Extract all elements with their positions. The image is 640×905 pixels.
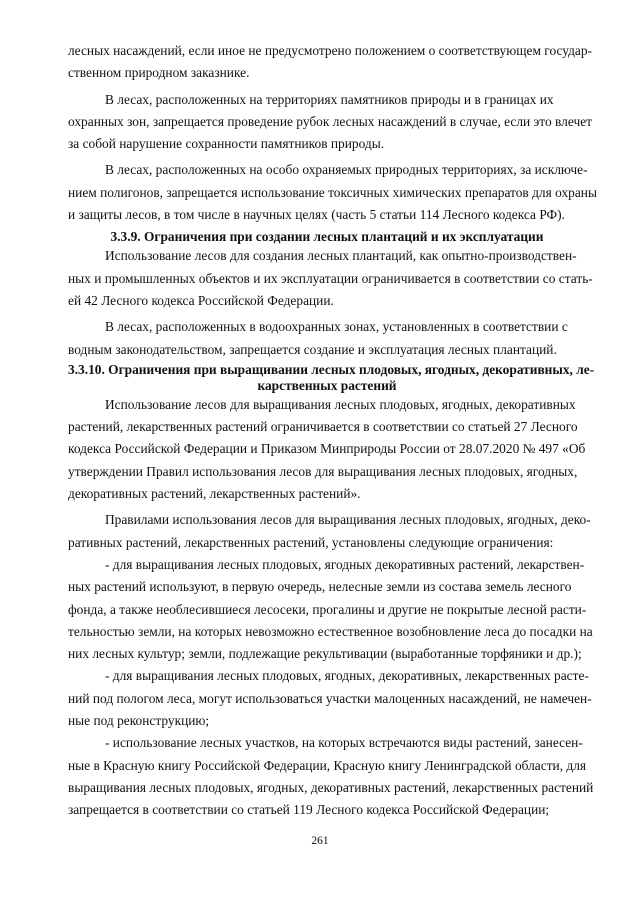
paragraph bbox=[68, 394, 586, 505]
text-line: ные под реконструкцию; bbox=[68, 713, 210, 729]
text-line: - для выращивания лесных плодовых, ягодных, декоративных, лекарственных расте- bbox=[105, 668, 589, 684]
text-line: ных и промышленных объектов и их эксплуатации ограничивается в соответствии со стать- bbox=[68, 270, 593, 286]
text-line: ственном природном заказнике. bbox=[68, 65, 250, 81]
page-number: 261 bbox=[311, 835, 329, 847]
section-heading: 3.3.9. Ограничения при создании лесных плантаций и их эксплуатации bbox=[110, 229, 544, 245]
text-line: за собой нарушение сохранности памятников природы. bbox=[68, 136, 385, 152]
text-line: - для выращивания лесных плодовых, ягодных декоративных растений, лекарствен- bbox=[105, 556, 585, 572]
list-item bbox=[68, 665, 592, 732]
text-line: охранных зон, запрещается проведение рубок лесных насаждений в случае, если это влечет bbox=[68, 113, 592, 129]
text-line: утверждении Правил использования лесов для выращивания лесных плодовых, ягодных, bbox=[68, 463, 578, 479]
text-line: Использование лесов для выращивания лесных плодовых, ягодных, декоративных bbox=[105, 396, 576, 412]
text-line: ративных растений, лекарственных растений, установлены следующие ограничения: bbox=[68, 534, 554, 550]
paragraph bbox=[68, 159, 597, 226]
list-item bbox=[68, 732, 594, 821]
text-line: ные в Красную книгу Российской Федерации, Красную книгу Ленинградской области, для bbox=[68, 757, 587, 773]
heading-line: карственных растений bbox=[257, 377, 397, 393]
text-line: ний под пологом леса, могут использоваться участки малоценных насаждений, не намечен- bbox=[68, 690, 592, 706]
text-line: запрещается в соответствии со статьей 119 Лесного кодекса Российской Федерации; bbox=[68, 802, 550, 818]
text-line: растений, лекарственных растений ограничивается в соответствии со статьей 27 Лесного bbox=[68, 419, 578, 435]
text-line: тельностью земли, на которых невозможно естественное возобновление леса до посадки на bbox=[68, 623, 593, 639]
heading-line: 3.3.10. Ограничения при выращивании лесных плодовых, ягодных, декоративных, ле- bbox=[68, 361, 595, 377]
text-line: ей 42 Лесного кодекса Российской Федерации. bbox=[68, 292, 334, 308]
text-line: кодекса Российской Федерации и Приказом Минприроды России от 28.07.2020 № 497 «Об bbox=[68, 441, 586, 457]
document-body bbox=[68, 40, 597, 822]
text-line: Использование лесов для создания лесных плантаций, как опытно-производствен- bbox=[105, 248, 577, 264]
text-line: и защиты лесов, в том числе в научных целях (часть 5 статьи 114 Лесного кодекса РФ). bbox=[68, 207, 565, 223]
text-line: - использование лесных участков, на которых встречаются виды растений, занесен- bbox=[105, 735, 583, 751]
paragraph bbox=[68, 509, 591, 554]
text-line: В лесах, расположенных в водоохранных зонах, установленных в соответствии с bbox=[105, 319, 568, 335]
text-line: водным законодательством, запрещается создание и эксплуатация лесных плантаций. bbox=[68, 341, 557, 357]
text-line: лесных насаждений, если иное не предусмотрено положением о соответствующем государ- bbox=[68, 43, 593, 58]
paragraph bbox=[68, 89, 592, 156]
paragraph bbox=[68, 40, 593, 85]
paragraph bbox=[68, 245, 593, 312]
paragraph bbox=[68, 316, 586, 361]
text-line: Правилами использования лесов для выращивания лесных плодовых, ягодных, деко- bbox=[105, 512, 591, 528]
section-heading bbox=[68, 361, 595, 394]
list-item bbox=[68, 554, 593, 665]
text-line: В лесах, расположенных на особо охраняемых природных территориях, за исключе- bbox=[105, 162, 588, 178]
text-line: фонда, а также необлесившиеся лесосеки, прогалины и другие не покрытые лесной расти- bbox=[68, 601, 587, 617]
text-line: нием полигонов, запрещается использование токсичных химических препаратов для охраны bbox=[68, 184, 597, 200]
text-line: декоративных растений, лекарственных растений». bbox=[68, 486, 361, 502]
text-line: ных растений используют, в первую очередь, нелесные земли из состава земель лесного bbox=[68, 579, 572, 595]
text-line: них лесных культур; земли, подлежащие рекультивации (выработанные торфяники и др.); bbox=[68, 646, 582, 662]
text-line: выращивания лесных плодовых, ягодных, декоративных растений, лекарственных растений bbox=[68, 779, 594, 795]
text-line: В лесах, расположенных на территориях памятников природы и в границах их bbox=[105, 91, 554, 107]
